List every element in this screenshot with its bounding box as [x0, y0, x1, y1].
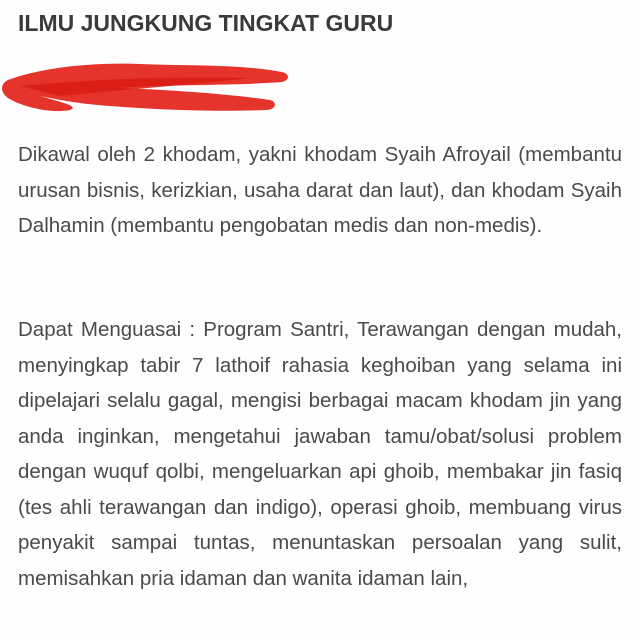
paragraph-khodam: Dikawal oleh 2 khodam, yakni khodam Syaih Afroyail (membantu urusan bisnis, kerizkian, usaha darat dan laut), dan khodam Syaih Dalhamin (membantu pengobatan medis dan non-medis).: [18, 143, 622, 237]
red-redaction-scribble: [0, 50, 300, 120]
paragraph-menguasai: Dapat Menguasai : Program Santri, Terawangan dengan mudah, menyingkap tabir 7 lathoif rahasia keghoiban yang selama ini dipelajari selalu gagal, mengisi berbagai macam khodam jin yang anda inginkan, mengetahui jawaban tamu/obat/solusi problem dengan wuquf qolbi, mengeluarkan api ghoib, membakar jin fasiq (tes ahli terawangan dan indigo), operasi ghoib, membuang virus penyakit sampai tuntas, menuntaskan persoalan yang sulit, memisahkan pria idaman dan wanita idaman lain,: [18, 318, 622, 590]
page-title: ILMU JUNGKUNG TINGKAT GURU: [18, 10, 394, 36]
